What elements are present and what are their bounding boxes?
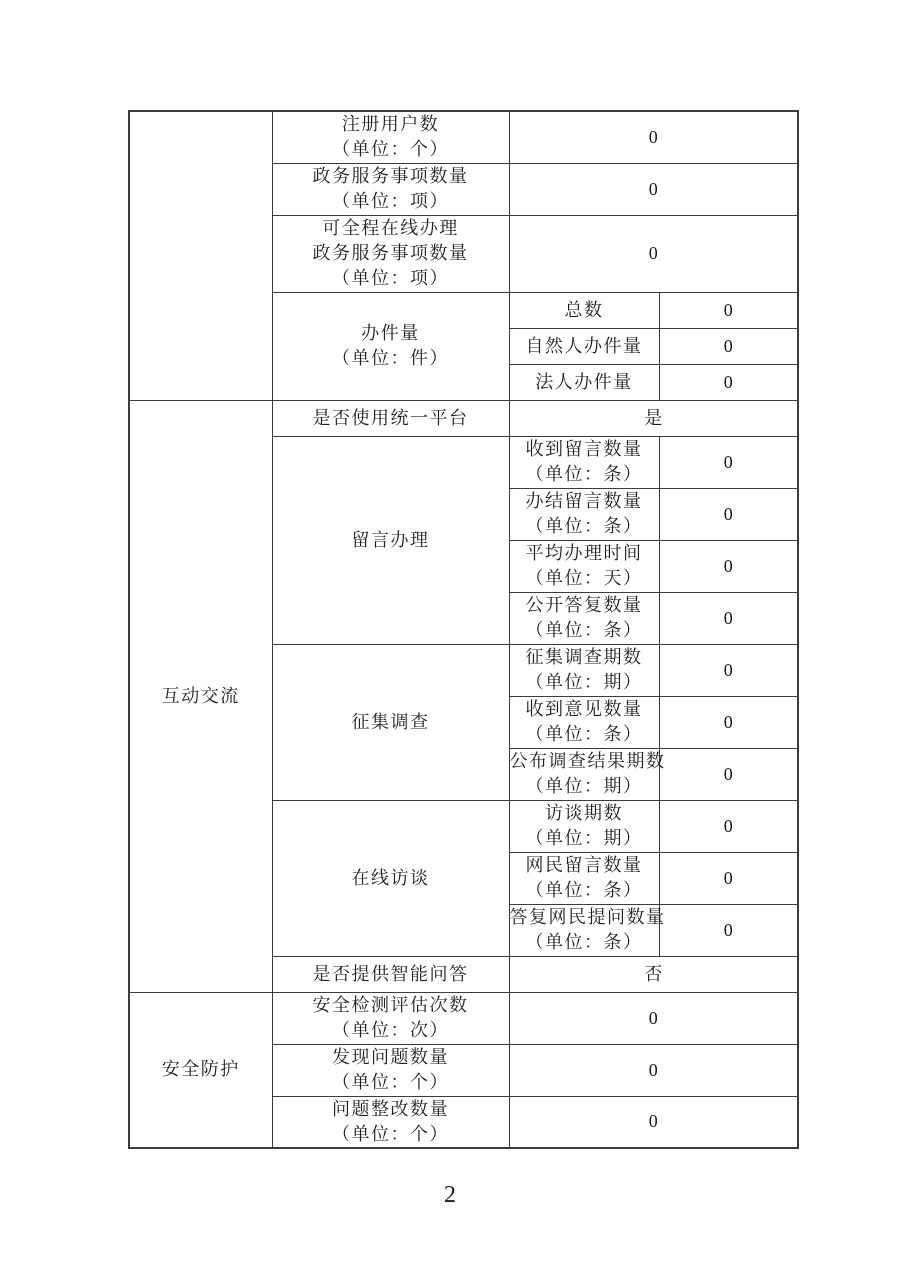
field-value: 0 <box>659 696 798 748</box>
sub-field-label <box>509 540 659 592</box>
report-table <box>128 110 799 1149</box>
field-value: 0 <box>509 215 798 292</box>
table-row <box>129 400 798 436</box>
sub-field-label <box>509 592 659 644</box>
field-group-label <box>272 436 509 644</box>
label-line: 征集调查 <box>351 711 430 732</box>
label-line: （单位：条） <box>525 464 643 484</box>
field-label <box>272 992 509 1044</box>
label-line: 收到意见数量 <box>525 699 643 719</box>
field-value: 0 <box>509 111 798 163</box>
label-line: （单位：个） <box>332 1072 449 1092</box>
field-group-label <box>272 644 509 800</box>
label-line: 总数 <box>564 299 604 320</box>
label-line: 公布调查结果期数 <box>509 751 666 771</box>
table-row <box>129 111 798 163</box>
sub-field-label <box>509 292 659 328</box>
field-label <box>272 1044 509 1096</box>
section-label <box>129 111 272 400</box>
field-value: 0 <box>659 328 798 364</box>
field-value: 是 <box>509 400 798 436</box>
label-line: 访谈期数 <box>545 803 623 823</box>
field-value: 0 <box>509 1044 798 1096</box>
label-line: 注册用户数 <box>341 114 440 135</box>
label-line: 答复网民提问数量 <box>509 907 666 927</box>
field-value: 0 <box>659 292 798 328</box>
label-line: 法人办件量 <box>535 371 633 392</box>
section-label-text: 互动交流 <box>161 685 240 706</box>
field-value: 0 <box>659 592 798 644</box>
label-line: 收到留言数量 <box>525 439 643 459</box>
label-line: （单位：项） <box>332 191 449 211</box>
label-line: 可全程在线办理 <box>322 218 459 238</box>
sub-field-label <box>509 364 659 400</box>
report-table-body <box>129 111 798 1148</box>
label-line: （单位：期） <box>525 776 643 796</box>
sub-field-label <box>509 904 666 956</box>
field-value: 0 <box>509 992 798 1044</box>
label-line: 政务服务事项数量 <box>312 243 469 263</box>
sub-field-label <box>509 696 659 748</box>
label-line: （单位：天） <box>525 568 643 588</box>
field-value: 0 <box>509 1096 798 1148</box>
field-label <box>272 400 509 436</box>
label-line: （单位：个） <box>332 139 449 160</box>
label-line: （单位：条） <box>525 880 643 900</box>
field-value: 0 <box>659 364 798 400</box>
label-line: 是否提供智能问答 <box>312 963 469 984</box>
label-line: 公开答复数量 <box>525 595 643 615</box>
table-row <box>129 992 798 1044</box>
label-line: 发现问题数量 <box>332 1047 449 1067</box>
field-value: 0 <box>659 644 798 696</box>
sub-field-label <box>509 436 659 488</box>
label-line: （单位：期） <box>525 828 643 848</box>
label-line: 网民留言数量 <box>525 855 643 875</box>
page-number: 2 <box>444 1182 456 1208</box>
field-value: 0 <box>659 540 798 592</box>
label-line: 政务服务事项数量 <box>312 166 469 186</box>
label-line: （单位：个） <box>332 1123 449 1144</box>
label-line: （单位：件） <box>332 348 449 368</box>
label-line: （单位：次） <box>332 1020 449 1040</box>
field-value: 0 <box>509 163 798 215</box>
label-line: （单位：项） <box>332 268 449 288</box>
label-line: （单位：条） <box>525 932 643 952</box>
sub-field-label <box>509 852 659 904</box>
field-value: 0 <box>659 852 798 904</box>
label-line: （单位：期） <box>525 672 643 692</box>
field-value: 0 <box>659 904 798 956</box>
section-label <box>129 400 272 992</box>
field-label <box>272 215 509 292</box>
label-line: 征集调查期数 <box>525 647 643 667</box>
section-label-text: 安全防护 <box>161 1059 240 1080</box>
label-line: 办结留言数量 <box>525 491 643 511</box>
field-label <box>272 1096 509 1148</box>
sub-field-label <box>509 800 659 852</box>
field-value: 否 <box>509 956 798 992</box>
label-line: 办件量 <box>361 323 420 343</box>
field-label <box>272 956 509 992</box>
label-line: 在线访谈 <box>351 867 430 888</box>
label-line: 安全检测评估次数 <box>312 995 469 1015</box>
label-line: （单位：条） <box>525 724 643 744</box>
label-line: 自然人办件量 <box>525 335 643 356</box>
section-label <box>129 992 272 1148</box>
label-line: （单位：条） <box>525 620 643 640</box>
field-group-label <box>272 292 509 400</box>
field-value: 0 <box>659 800 798 852</box>
sub-field-label <box>509 644 659 696</box>
field-label <box>272 163 509 215</box>
label-line: 是否使用统一平台 <box>312 407 469 428</box>
field-label <box>272 111 509 163</box>
label-line: 留言办理 <box>351 529 430 550</box>
field-group-label <box>272 800 509 956</box>
label-line: 问题整改数量 <box>332 1098 449 1119</box>
sub-field-label <box>509 488 659 540</box>
label-line: （单位：条） <box>525 516 643 536</box>
sub-field-label <box>509 328 659 364</box>
field-value: 0 <box>659 748 798 800</box>
field-value: 0 <box>659 436 798 488</box>
sub-field-label <box>509 748 666 800</box>
field-value: 0 <box>659 488 798 540</box>
label-line: 平均办理时间 <box>525 543 643 563</box>
